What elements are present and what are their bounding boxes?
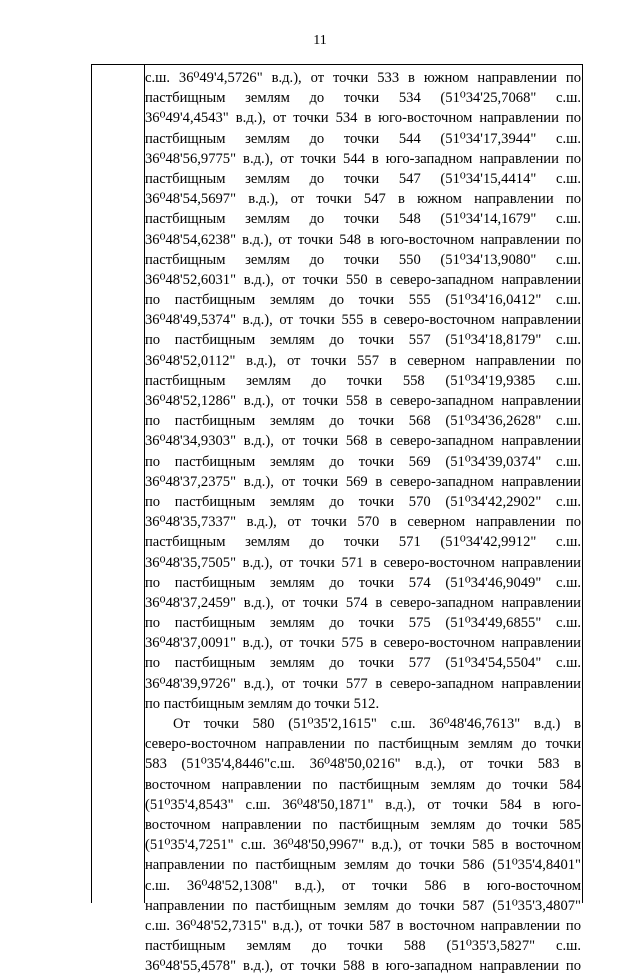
- text-line: 36⁰48'37,2459" в.д.), от точки 574 в северо-западном направлении: [145, 594, 581, 611]
- text-line: пастбищным землям до точки 548 (51⁰34'14,1679" с.ш.: [145, 211, 581, 228]
- text-line: От точки 580 (51⁰35'2,1615" с.ш. 36⁰48'46,7613" в.д.) в: [173, 716, 581, 732]
- text-line: восточном направлении по пастбищным землям до точки 585: [145, 816, 581, 833]
- text-line: 36⁰49'4,4543" в.д.), от точки 534 в юго-восточном направлении по: [145, 110, 581, 127]
- text-line: 36⁰48'54,5697" в.д.), от точки 547 в южном направлении по: [145, 191, 581, 208]
- text-line: пастбищным землям до точки 588 (51⁰35'3,5827" с.ш.: [145, 938, 581, 955]
- text-line: 36⁰48'35,7505" в.д.), от точки 571 в северо-восточном направлении: [145, 554, 581, 571]
- text-line: восточном направлении по пастбищным землям до точки 584: [145, 776, 581, 793]
- text-line: 36⁰48'54,6238" в.д.), от точки 548 в юго-восточном направлении по: [145, 231, 581, 248]
- text-line: пастбищным землям до точки 550 (51⁰34'13,9080" с.ш.: [145, 251, 581, 268]
- text-line: пастбищным землям до точки 547 (51⁰34'15,4414" с.ш.: [145, 170, 581, 187]
- text-line: с.ш. 36⁰49'4,5726" в.д.), от точки 533 в южном направлении по: [145, 70, 581, 86]
- text-line: по пастбищным землям до точки 569 (51⁰34'39,0374" с.ш.: [145, 453, 581, 470]
- text-line: (51⁰35'4,8543" с.ш. 36⁰48'50,1871" в.д.), от точки 584 в юго-: [145, 796, 581, 813]
- text-line: с.ш. 36⁰48'52,7315" в.д.), от точки 587 в восточном направлении по: [145, 917, 581, 934]
- text-line: 36⁰48'34,9303" в.д.), от точки 568 в северо-западном направлении: [145, 433, 581, 450]
- text-line: 36⁰48'39,9726" в.д.), от точки 577 в северо-западном направлении: [145, 675, 581, 692]
- text-line: по пастбищным землям до точки 575 (51⁰34'49,6855" с.ш.: [145, 615, 581, 632]
- text-line: 36⁰48'52,0112" в.д.), от точки 557 в северном направлении по: [145, 352, 581, 369]
- text-line: по пастбищным землям до точки 557 (51⁰34'18,8179" с.ш.: [145, 332, 581, 349]
- text-line: по пастбищным землям до точки 512.: [145, 695, 380, 712]
- page-number: 11: [313, 33, 327, 48]
- text-line: пастбищным землям до точки 544 (51⁰34'17,3944" с.ш.: [145, 130, 581, 147]
- text-line: направлении по пастбищным землям до точки 587 (51⁰35'3,4807": [145, 897, 581, 914]
- text-line: 36⁰48'56,9775" в.д.), от точки 544 в юго-западном направлении по: [145, 150, 581, 167]
- text-line: 36⁰48'37,0091" в.д.), от точки 575 в северо-восточном направлении: [145, 635, 581, 652]
- text-line: пастбищным землям до точки 558 (51⁰34'19,9385 с.ш.: [145, 372, 581, 389]
- text-line: по пастбищным землям до точки 555 (51⁰34'16,0412" с.ш.: [145, 292, 581, 309]
- table-left-column: [92, 65, 145, 903]
- text-line: 36⁰48'55,4578" в.д.), от точки 588 в юго-западном направлении по: [145, 958, 581, 975]
- text-line: направлении по пастбищным землям до точки 586 (51⁰35'4,8401": [145, 857, 581, 874]
- text-line: пастбищным землям до точки 534 (51⁰34'25,7068" с.ш.: [145, 90, 581, 107]
- text-line: (51⁰35'4,7251" с.ш. 36⁰48'50,9967" в.д.), от точки 585 в восточном: [145, 837, 581, 854]
- text-line: 583 (51⁰35'4,8446"с.ш. 36⁰48'50,0216" в.д.), от точки 583 в: [145, 756, 581, 773]
- text-line: 36⁰48'49,5374" в.д.), от точки 555 в северо-восточном направлении: [145, 312, 581, 329]
- text-line: пастбищным землям до точки 571 (51⁰34'42,9912" с.ш.: [145, 534, 581, 551]
- text-line: 36⁰48'52,6031" в.д.), от точки 550 в северо-западном направлении: [145, 271, 581, 288]
- document-table: [91, 64, 583, 975]
- text-line: северо-восточном направлении по пастбищным землям до точки: [145, 736, 581, 753]
- text-line: с.ш. 36⁰48'52,1308" в.д.), от точки 586 в юго-восточном: [145, 877, 581, 894]
- text-line: 36⁰48'35,7337" в.д.), от точки 570 в северном направлении по: [145, 514, 581, 531]
- table-text-cell: [145, 68, 581, 976]
- text-line: по пастбищным землям до точки 577 (51⁰34'54,5504" с.ш.: [145, 655, 581, 672]
- text-line: по пастбищным землям до точки 574 (51⁰34'46,9049" с.ш.: [145, 574, 581, 591]
- text-line: по пастбищным землям до точки 568 (51⁰34'36,2628" с.ш.: [145, 413, 581, 430]
- text-line: по пастбищным землям до точки 570 (51⁰34'42,2902" с.ш.: [145, 493, 581, 510]
- text-line: 36⁰48'52,1286" в.д.), от точки 558 в северо-западном направлении: [145, 393, 581, 409]
- text-line: 36⁰48'37,2375" в.д.), от точки 569 в северо-западном направлении: [145, 473, 581, 490]
